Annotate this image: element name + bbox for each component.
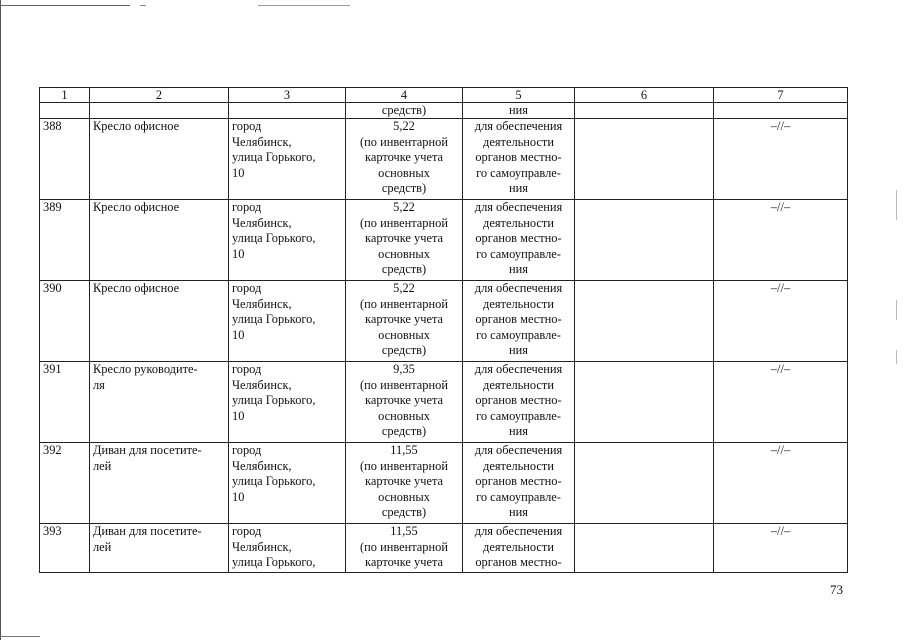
scan-right-mark — [896, 300, 897, 320]
header-cell-4: 4 — [346, 88, 463, 103]
item-col7: –//– — [714, 524, 848, 573]
table-row — [40, 281, 848, 362]
continuation-cell — [40, 103, 90, 119]
header-cell-3: 3 — [229, 88, 346, 103]
item-purpose: для обеспечения деятельности органов местно- го самоуправле- ния — [463, 443, 575, 524]
table-row — [40, 524, 848, 573]
item-col6 — [575, 443, 714, 524]
item-value: 11,55 (по инвентарной карточке учета — [346, 524, 463, 573]
item-col6 — [575, 200, 714, 281]
scan-left-edge — [0, 0, 1, 640]
item-purpose: для обеспечения деятельности органов местно- го самоуправле- ния — [463, 362, 575, 443]
row-number: 388 — [40, 119, 90, 200]
item-address: город Челябинск, улица Горького, 10 — [229, 443, 346, 524]
item-address: город Челябинск, улица Горького, 10 — [229, 200, 346, 281]
table-row — [40, 200, 848, 281]
continuation-cell — [229, 103, 346, 119]
header-cell-7: 7 — [714, 88, 848, 103]
table-row — [40, 119, 848, 200]
row-number: 390 — [40, 281, 90, 362]
item-col6 — [575, 362, 714, 443]
header-row — [40, 88, 848, 103]
row-number: 393 — [40, 524, 90, 573]
item-purpose: для обеспечения деятельности органов местно- го самоуправле- ния — [463, 119, 575, 200]
continuation-row — [40, 103, 848, 119]
item-name: Диван для посетите- лей — [90, 443, 229, 524]
item-name: Кресло офисное — [90, 281, 229, 362]
table-row — [40, 362, 848, 443]
scan-top-line — [258, 5, 350, 6]
item-col7: –//– — [714, 362, 848, 443]
header-cell-2: 2 — [90, 88, 229, 103]
item-address: город Челябинск, улица Горького, 10 — [229, 119, 346, 200]
scan-bottom-line — [0, 636, 40, 637]
item-col6 — [575, 281, 714, 362]
header-cell-1: 1 — [40, 88, 90, 103]
item-value: 5,22 (по инвентарной карточке учета основных средств) — [346, 200, 463, 281]
item-col7: –//– — [714, 200, 848, 281]
item-value: 5,22 (по инвентарной карточке учета основных средств) — [346, 281, 463, 362]
scan-top-line — [140, 5, 146, 6]
row-number: 392 — [40, 443, 90, 524]
table-row — [40, 443, 848, 524]
item-address: город Челябинск, улица Горького, — [229, 524, 346, 573]
continuation-cell — [90, 103, 229, 119]
item-value: 11,55 (по инвентарной карточке учета основных средств) — [346, 443, 463, 524]
item-address: город Челябинск, улица Горького, 10 — [229, 362, 346, 443]
continuation-cell: ния — [463, 103, 575, 119]
item-value: 5,22 (по инвентарной карточке учета основных средств) — [346, 119, 463, 200]
item-name: Диван для посетите- лей — [90, 524, 229, 573]
item-name: Кресло офисное — [90, 200, 229, 281]
item-col6 — [575, 524, 714, 573]
item-address: город Челябинск, улица Горького, 10 — [229, 281, 346, 362]
continuation-cell — [575, 103, 714, 119]
item-value: 9,35 (по инвентарной карточке учета основных средств) — [346, 362, 463, 443]
continuation-cell — [714, 103, 848, 119]
continuation-cell: средств) — [346, 103, 463, 119]
scan-right-mark — [896, 350, 897, 364]
scan-top-line — [0, 5, 130, 6]
item-col7: –//– — [714, 281, 848, 362]
item-name: Кресло руководите- ля — [90, 362, 229, 443]
item-purpose: для обеспечения деятельности органов местно- го самоуправле- ния — [463, 200, 575, 281]
item-col6 — [575, 119, 714, 200]
item-purpose: для обеспечения деятельности органов местно- го самоуправле- ния — [463, 281, 575, 362]
header-cell-5: 5 — [463, 88, 575, 103]
header-cell-6: 6 — [575, 88, 714, 103]
page-number: 73 — [830, 582, 843, 597]
item-col7: –//– — [714, 119, 848, 200]
scan-right-mark — [896, 190, 897, 220]
property-table — [39, 87, 848, 573]
item-purpose: для обеспечения деятельности органов местно- — [463, 524, 575, 573]
item-col7: –//– — [714, 443, 848, 524]
row-number: 389 — [40, 200, 90, 281]
item-name: Кресло офисное — [90, 119, 229, 200]
row-number: 391 — [40, 362, 90, 443]
